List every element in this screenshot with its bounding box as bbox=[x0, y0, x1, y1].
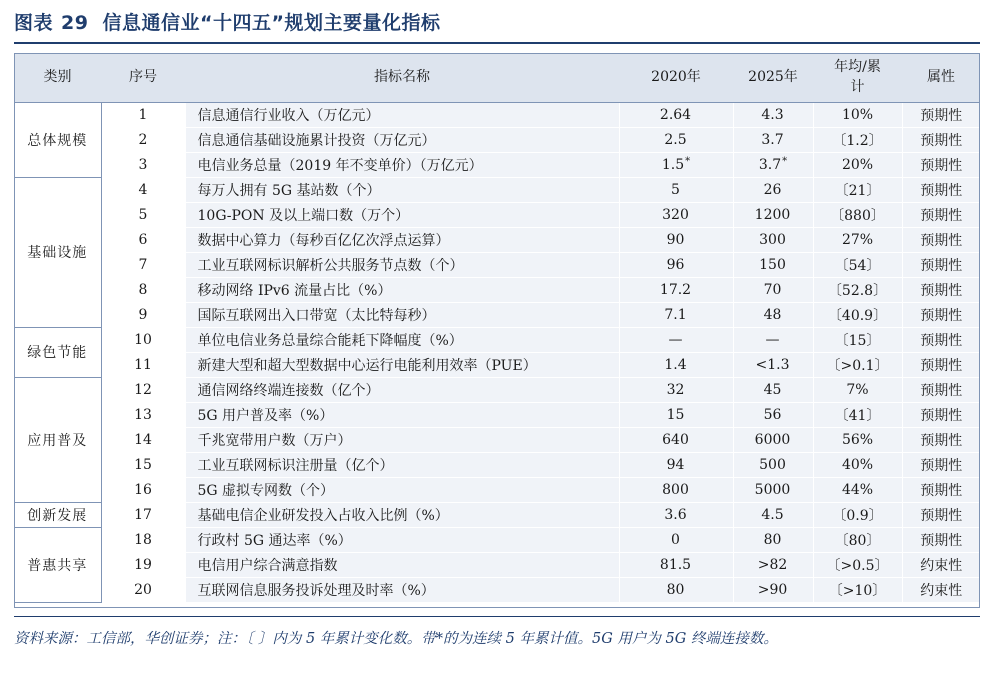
value-2020-cell-value: — bbox=[668, 332, 683, 348]
value-2025-cell bbox=[733, 577, 813, 602]
footnote-rule bbox=[14, 616, 980, 617]
table-row bbox=[14, 252, 980, 277]
header-category: 类别 bbox=[43, 68, 72, 85]
cumulative-star-mark: * bbox=[782, 156, 788, 167]
avg-cumulative-cell: 〔41〕 bbox=[813, 402, 902, 427]
index-cell: 16 bbox=[101, 477, 185, 502]
indicator-name-cell: 信息通信基础设施累计投资（万亿元） bbox=[185, 127, 619, 152]
value-2020-cell bbox=[619, 127, 733, 152]
attribute-cell: 预期性 bbox=[902, 252, 980, 277]
value-2025-cell-value: 3.7 bbox=[761, 132, 784, 148]
value-2020-cell-value: 1.4 bbox=[664, 357, 687, 373]
table-row bbox=[14, 552, 980, 577]
index-cell: 14 bbox=[101, 427, 185, 452]
index-cell: 3 bbox=[101, 152, 185, 177]
value-2025-cell bbox=[733, 427, 813, 452]
value-2025-cell bbox=[733, 127, 813, 152]
attribute-cell: 预期性 bbox=[902, 152, 980, 177]
table-row bbox=[14, 452, 980, 477]
index-cell: 6 bbox=[101, 227, 185, 252]
figure-title-text: 信息通信业“十四五”规划主要量化指标 bbox=[102, 12, 441, 34]
value-2025-cell-value: 80 bbox=[763, 532, 782, 548]
attribute-cell: 预期性 bbox=[902, 352, 980, 377]
value-2025-cell-value: 3.7 bbox=[758, 157, 782, 173]
indicator-name-cell: 新建大型和超大型数据中心运行电能利用效率（PUE） bbox=[185, 352, 619, 377]
value-2020-cell-value: 1.5 bbox=[661, 157, 685, 173]
table-row bbox=[14, 477, 980, 502]
value-2020-cell-value: 5 bbox=[671, 182, 680, 198]
value-2025-cell bbox=[733, 477, 813, 502]
indicator-name-cell: 基础电信企业研发投入占收入比例（%） bbox=[185, 502, 619, 527]
indicator-name-cell: 移动网络 IPv6 流量占比（%） bbox=[185, 277, 619, 302]
value-2020-cell-value: 32 bbox=[666, 382, 685, 398]
value-2025-cell bbox=[733, 377, 813, 402]
value-2020-cell-value: 800 bbox=[662, 482, 689, 498]
attribute-cell: 预期性 bbox=[902, 127, 980, 152]
indicator-name-cell: 国际互联网出入口带宽（太比特每秒） bbox=[185, 302, 619, 327]
value-2020-cell-value: 7.1 bbox=[664, 307, 687, 323]
value-2020-cell bbox=[619, 577, 733, 602]
value-2020-cell bbox=[619, 177, 733, 202]
value-2025-cell-value: — bbox=[765, 332, 780, 348]
attribute-cell: 预期性 bbox=[902, 202, 980, 227]
value-2025-cell bbox=[733, 327, 813, 352]
value-2020-cell-value: 90 bbox=[666, 232, 685, 248]
category-cell: 应用普及 bbox=[14, 377, 101, 502]
value-2025-cell-value: 56 bbox=[763, 407, 782, 423]
value-2020-cell bbox=[619, 402, 733, 427]
value-2020-cell bbox=[619, 327, 733, 352]
value-2020-cell bbox=[619, 227, 733, 252]
avg-cumulative-cell: 〔40.9〕 bbox=[813, 302, 902, 327]
avg-cumulative-cell: 〔>0.1〕 bbox=[813, 352, 902, 377]
header-avg bbox=[813, 53, 902, 102]
table-row bbox=[14, 152, 980, 177]
attribute-cell: 预期性 bbox=[902, 102, 980, 127]
value-2025-cell bbox=[733, 277, 813, 302]
avg-cumulative-cell: 7% bbox=[813, 377, 902, 402]
attribute-cell: 预期性 bbox=[902, 377, 980, 402]
indicator-name-cell: 互联网信息服务投诉处理及时率（%） bbox=[185, 577, 619, 602]
attribute-cell: 约束性 bbox=[902, 577, 980, 602]
header-avg-line1: 年均/累 bbox=[834, 59, 881, 76]
indicator-name-cell: 千兆宽带用户数（万户） bbox=[185, 427, 619, 452]
value-2025-cell-value: 5000 bbox=[754, 482, 791, 498]
value-2025-cell bbox=[733, 352, 813, 377]
value-2025-cell-value: 70 bbox=[763, 282, 782, 298]
value-2020-cell-value: 320 bbox=[662, 207, 689, 223]
figure-number: 29 bbox=[61, 12, 89, 34]
header-2025: 2025年 bbox=[748, 68, 798, 85]
value-2020-cell bbox=[619, 377, 733, 402]
indicator-name-cell: 电信用户综合满意指数 bbox=[185, 552, 619, 577]
value-2020-cell bbox=[619, 102, 733, 127]
value-2025-cell bbox=[733, 177, 813, 202]
table-row bbox=[14, 327, 980, 352]
value-2020-cell bbox=[619, 152, 733, 177]
value-2025-cell bbox=[733, 102, 813, 127]
table-row bbox=[14, 302, 980, 327]
index-cell: 7 bbox=[101, 252, 185, 277]
avg-cumulative-cell: 〔0.9〕 bbox=[813, 502, 902, 527]
index-cell: 17 bbox=[101, 502, 185, 527]
value-2020-cell-value: 17.2 bbox=[659, 282, 692, 298]
value-2025-cell-value: 500 bbox=[759, 457, 786, 473]
figure-label: 图表 bbox=[14, 12, 54, 34]
index-cell: 2 bbox=[101, 127, 185, 152]
avg-cumulative-cell: 27% bbox=[813, 227, 902, 252]
value-2020-cell bbox=[619, 552, 733, 577]
index-cell: 1 bbox=[101, 102, 185, 127]
avg-cumulative-cell: 20% bbox=[813, 152, 902, 177]
category-cell: 总体规模 bbox=[14, 102, 101, 177]
indicator-name-cell: 数据中心算力（每秒百亿亿次浮点运算） bbox=[185, 227, 619, 252]
attribute-cell: 预期性 bbox=[902, 502, 980, 527]
index-cell: 9 bbox=[101, 302, 185, 327]
indicator-table bbox=[14, 53, 980, 603]
value-2020-cell bbox=[619, 452, 733, 477]
value-2020-cell bbox=[619, 277, 733, 302]
indicator-name-cell: 5G 虚拟专网数（个） bbox=[185, 477, 619, 502]
value-2025-cell-value: 26 bbox=[763, 182, 782, 198]
value-2020-cell bbox=[619, 202, 733, 227]
cumulative-star-mark: * bbox=[685, 156, 691, 167]
avg-cumulative-cell: 〔880〕 bbox=[813, 202, 902, 227]
avg-cumulative-cell: 10% bbox=[813, 102, 902, 127]
value-2020-cell bbox=[619, 352, 733, 377]
index-cell: 19 bbox=[101, 552, 185, 577]
table-row bbox=[14, 402, 980, 427]
indicator-name-cell: 电信业务总量（2019 年不变单价）（万亿元） bbox=[185, 152, 619, 177]
value-2025-cell-value: 300 bbox=[759, 232, 786, 248]
indicator-name-cell: 信息通信行业收入（万亿元） bbox=[185, 102, 619, 127]
attribute-cell: 约束性 bbox=[902, 552, 980, 577]
value-2025-cell-value: 1200 bbox=[754, 207, 791, 223]
attribute-cell: 预期性 bbox=[902, 302, 980, 327]
header-name: 指标名称 bbox=[374, 68, 430, 85]
table-row bbox=[14, 127, 980, 152]
attribute-cell: 预期性 bbox=[902, 177, 980, 202]
index-cell: 8 bbox=[101, 277, 185, 302]
avg-cumulative-cell: 〔1.2〕 bbox=[813, 127, 902, 152]
value-2025-cell bbox=[733, 402, 813, 427]
table-row bbox=[14, 202, 980, 227]
avg-cumulative-cell: 〔52.8〕 bbox=[813, 277, 902, 302]
category-cell: 创新发展 bbox=[14, 502, 101, 527]
value-2025-cell bbox=[733, 202, 813, 227]
attribute-cell: 预期性 bbox=[902, 527, 980, 552]
category-cell: 基础设施 bbox=[14, 177, 101, 327]
header-attribute: 属性 bbox=[927, 68, 955, 85]
index-cell: 5 bbox=[101, 202, 185, 227]
value-2020-cell bbox=[619, 477, 733, 502]
index-cell: 13 bbox=[101, 402, 185, 427]
header-index: 序号 bbox=[129, 68, 157, 85]
category-cell: 普惠共享 bbox=[14, 527, 101, 602]
avg-cumulative-cell: 〔>0.5〕 bbox=[813, 552, 902, 577]
avg-cumulative-cell: 〔54〕 bbox=[813, 252, 902, 277]
index-cell: 18 bbox=[101, 527, 185, 552]
attribute-cell: 预期性 bbox=[902, 452, 980, 477]
table-row bbox=[14, 577, 980, 602]
indicator-name-cell: 5G 用户普及率（%） bbox=[185, 402, 619, 427]
value-2020-cell-value: 15 bbox=[666, 407, 685, 423]
value-2020-cell bbox=[619, 302, 733, 327]
value-2020-cell-value: 3.6 bbox=[664, 507, 687, 523]
value-2020-cell-value: 80 bbox=[666, 582, 685, 598]
value-2025-cell bbox=[733, 152, 813, 177]
indicator-name-cell: 单位电信业务总量综合能耗下降幅度（%） bbox=[185, 327, 619, 352]
table-row bbox=[14, 352, 980, 377]
avg-cumulative-cell: 〔>10〕 bbox=[813, 577, 902, 602]
value-2020-cell bbox=[619, 502, 733, 527]
table-row bbox=[14, 377, 980, 402]
avg-cumulative-cell: 〔21〕 bbox=[813, 177, 902, 202]
attribute-cell: 预期性 bbox=[902, 427, 980, 452]
value-2025-cell bbox=[733, 227, 813, 252]
index-cell: 20 bbox=[101, 577, 185, 602]
value-2025-cell bbox=[733, 452, 813, 477]
table-row bbox=[14, 527, 980, 552]
value-2020-cell-value: 0 bbox=[671, 532, 680, 548]
value-2025-cell-value: 48 bbox=[763, 307, 782, 323]
table-header-row bbox=[14, 53, 980, 102]
avg-cumulative-cell: 56% bbox=[813, 427, 902, 452]
footnote: 资料来源：工信部，华创证券；注：〔 〕内为 5 年累计变化数。带*的为连续 5 年累计值。5G 用户为 5G 终端连接数。 bbox=[14, 631, 778, 647]
table-row bbox=[14, 502, 980, 527]
indicator-name-cell: 通信网络终端连接数（亿个） bbox=[185, 377, 619, 402]
value-2025-cell-value: 45 bbox=[763, 382, 782, 398]
value-2020-cell-value: 2.64 bbox=[659, 107, 692, 123]
title-rule bbox=[14, 42, 980, 44]
avg-cumulative-cell: 40% bbox=[813, 452, 902, 477]
value-2020-cell-value: 2.5 bbox=[664, 132, 687, 148]
index-cell: 12 bbox=[101, 377, 185, 402]
avg-cumulative-cell: 〔15〕 bbox=[813, 327, 902, 352]
value-2020-cell-value: 640 bbox=[662, 432, 689, 448]
value-2025-cell bbox=[733, 552, 813, 577]
header-2020: 2020年 bbox=[651, 68, 701, 85]
index-cell: 11 bbox=[101, 352, 185, 377]
value-2020-cell bbox=[619, 427, 733, 452]
value-2025-cell bbox=[733, 502, 813, 527]
value-2025-cell-value: 4.3 bbox=[761, 107, 784, 123]
table-row bbox=[14, 102, 980, 127]
table-body bbox=[14, 102, 980, 602]
indicator-name-cell: 10G-PON 及以上端口数（万个） bbox=[185, 202, 619, 227]
value-2025-cell-value: 150 bbox=[759, 257, 786, 273]
avg-cumulative-cell: 〔80〕 bbox=[813, 527, 902, 552]
attribute-cell: 预期性 bbox=[902, 277, 980, 302]
attribute-cell: 预期性 bbox=[902, 402, 980, 427]
table-row bbox=[14, 177, 980, 202]
avg-cumulative-cell: 44% bbox=[813, 477, 902, 502]
value-2020-cell-value: 96 bbox=[666, 257, 685, 273]
value-2025-cell bbox=[733, 252, 813, 277]
indicator-name-cell: 行政村 5G 通达率（%） bbox=[185, 527, 619, 552]
indicator-name-cell: 工业互联网标识注册量（亿个） bbox=[185, 452, 619, 477]
value-2025-cell bbox=[733, 302, 813, 327]
value-2025-cell bbox=[733, 527, 813, 552]
value-2020-cell-value: 94 bbox=[666, 457, 685, 473]
value-2025-cell-value: >90 bbox=[757, 582, 788, 598]
attribute-cell: 预期性 bbox=[902, 227, 980, 252]
value-2020-cell-value: 81.5 bbox=[659, 557, 692, 573]
attribute-cell: 预期性 bbox=[902, 327, 980, 352]
header-avg-line2: 计 bbox=[850, 79, 865, 96]
value-2025-cell-value: 4.5 bbox=[761, 507, 784, 523]
index-cell: 10 bbox=[101, 327, 185, 352]
attribute-cell: 预期性 bbox=[902, 477, 980, 502]
index-cell: 4 bbox=[101, 177, 185, 202]
indicator-name-cell: 每万人拥有 5G 基站数（个） bbox=[185, 177, 619, 202]
index-cell: 15 bbox=[101, 452, 185, 477]
value-2025-cell-value: 6000 bbox=[754, 432, 791, 448]
value-2025-cell-value: <1.3 bbox=[755, 357, 790, 373]
category-cell: 绿色节能 bbox=[14, 327, 101, 377]
indicator-name-cell: 工业互联网标识解析公共服务节点数（个） bbox=[185, 252, 619, 277]
table-row bbox=[14, 427, 980, 452]
table-row bbox=[14, 227, 980, 252]
table-row bbox=[14, 277, 980, 302]
value-2020-cell bbox=[619, 527, 733, 552]
figure-title bbox=[14, 8, 440, 35]
value-2020-cell bbox=[619, 252, 733, 277]
value-2025-cell-value: >82 bbox=[757, 557, 788, 573]
